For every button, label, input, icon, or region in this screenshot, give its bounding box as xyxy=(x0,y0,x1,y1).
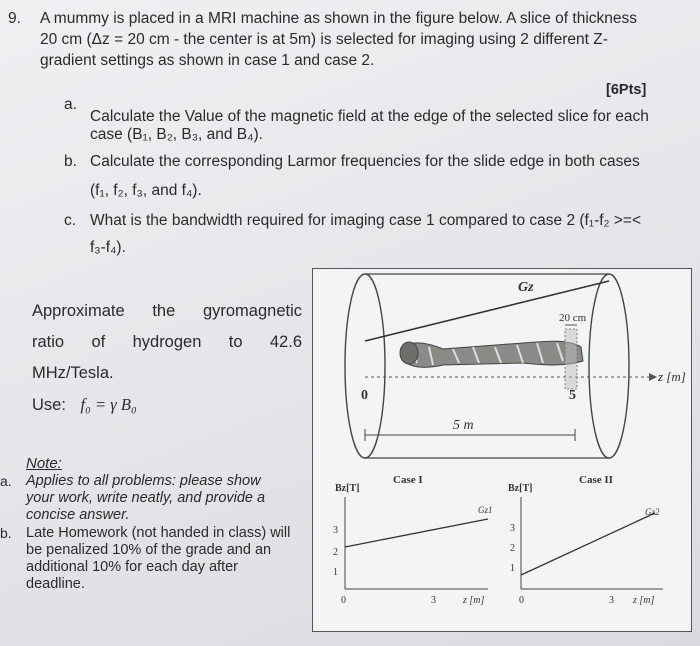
note-b-line-4: deadline. xyxy=(26,576,85,592)
question-number: 9. xyxy=(8,10,21,27)
z-axis-arrow xyxy=(649,373,657,381)
note-b-line-1: Late Homework (not handed in class) will xyxy=(26,525,291,541)
note-label-a: a. xyxy=(0,473,12,489)
case2-ylabel: Bz[T] xyxy=(508,483,533,494)
question-line-2: 20 cm (Δz = 20 cm - the center is at 5m) is selected for imaging using 2 different Z- xyxy=(40,31,608,48)
sub-a-line-2: case (B₁, B₂, B₃, and B₄). xyxy=(90,126,263,143)
case2-line-label: Gz2 xyxy=(645,507,660,517)
use-formula-line xyxy=(32,389,302,421)
note-label-b: b. xyxy=(0,525,12,541)
slice-label: 20 cm xyxy=(559,312,587,324)
slice-region xyxy=(565,329,577,389)
case2-gz2-line xyxy=(521,513,655,575)
sub-label-b: b. xyxy=(64,153,77,170)
note-b-line-2: be penalized 10% of the grade and an xyxy=(26,542,272,558)
sub-a-line-1: Calculate the Value of the magnetic field at the edge of the selected slice for each xyxy=(90,108,649,125)
case1-plot xyxy=(333,474,493,606)
origin-label: 0 xyxy=(361,388,368,403)
question-text xyxy=(40,8,690,71)
case2-ytick-2: 2 xyxy=(510,543,515,554)
case1-ytick-3: 3 xyxy=(333,525,338,536)
mri-diagram xyxy=(313,269,691,631)
case2-plot xyxy=(508,474,663,606)
center-label: 5 xyxy=(569,388,576,403)
z-axis-label: z [m] xyxy=(658,369,686,384)
case2-title: Case II xyxy=(579,474,613,486)
side-text xyxy=(32,296,302,421)
case1-gz1-line xyxy=(345,519,488,547)
sub-c-line-2: f₃-f₄). xyxy=(90,239,126,256)
note-a-line-3: concise answer. xyxy=(26,507,130,523)
case1-line-label: Gz1 xyxy=(478,505,493,515)
case2-ytick-1: 1 xyxy=(510,563,515,574)
points-badge: [6Pts] xyxy=(606,82,647,98)
case1-ylabel: Bz[T] xyxy=(335,483,360,494)
note-a-line-1: Applies to all problems: please show xyxy=(26,473,261,489)
case1-xtick-z: z [m] xyxy=(463,595,485,606)
larmor-formula: f₀ = γ B₀ xyxy=(80,395,137,414)
mummy-figure xyxy=(400,341,583,367)
case1-title: Case I xyxy=(393,474,423,486)
case2-xtick-3: 3 xyxy=(609,595,614,606)
sub-label-a: a. xyxy=(64,96,77,113)
use-label: Use: xyxy=(32,396,66,414)
sub-c-line-1: What is the bandwidth required for imaging case 1 compared to case 2 (f₁-f₂ >=< xyxy=(90,212,642,229)
side-line-3: MHz/Tesla. xyxy=(32,364,114,382)
note-section xyxy=(0,455,312,615)
case1-xtick-3: 3 xyxy=(431,595,436,606)
note-b-line-3: additional 10% for each day after xyxy=(26,559,238,575)
question-line-3: gradient settings as shown in case 1 and case 2. xyxy=(40,52,375,69)
note-a-line-2: your work, write neatly, and provide a xyxy=(26,490,266,506)
question-line-1: A mummy is placed in a MRI machine as shown in the figure below. A slice of thickness xyxy=(40,10,638,27)
case2-xtick-0: 0 xyxy=(519,595,524,606)
case1-ytick-1: 1 xyxy=(333,567,338,578)
sub-b-line-2: (f₁, f₂, f₃, and f₄). xyxy=(90,182,202,199)
sub-label-c: c. xyxy=(64,212,77,229)
case2-ytick-3: 3 xyxy=(510,523,515,534)
case1-xtick-0: 0 xyxy=(341,595,346,606)
gz-label: Gz xyxy=(518,280,534,295)
distance-label: 5 m xyxy=(453,418,474,433)
side-line-2: ratio of hydrogen to 42.6 xyxy=(32,333,302,351)
note-title: Note: xyxy=(26,455,62,472)
side-line-1: Approximate the gyromagnetic xyxy=(32,302,302,320)
case1-ytick-2: 2 xyxy=(333,547,338,558)
case2-xtick-z: z [m] xyxy=(633,595,655,606)
cylinder-right-end xyxy=(589,274,629,458)
sub-b-line-1: Calculate the corresponding Larmor frequencies for the slide edge in both cases xyxy=(90,153,640,170)
mri-figure xyxy=(312,268,692,632)
